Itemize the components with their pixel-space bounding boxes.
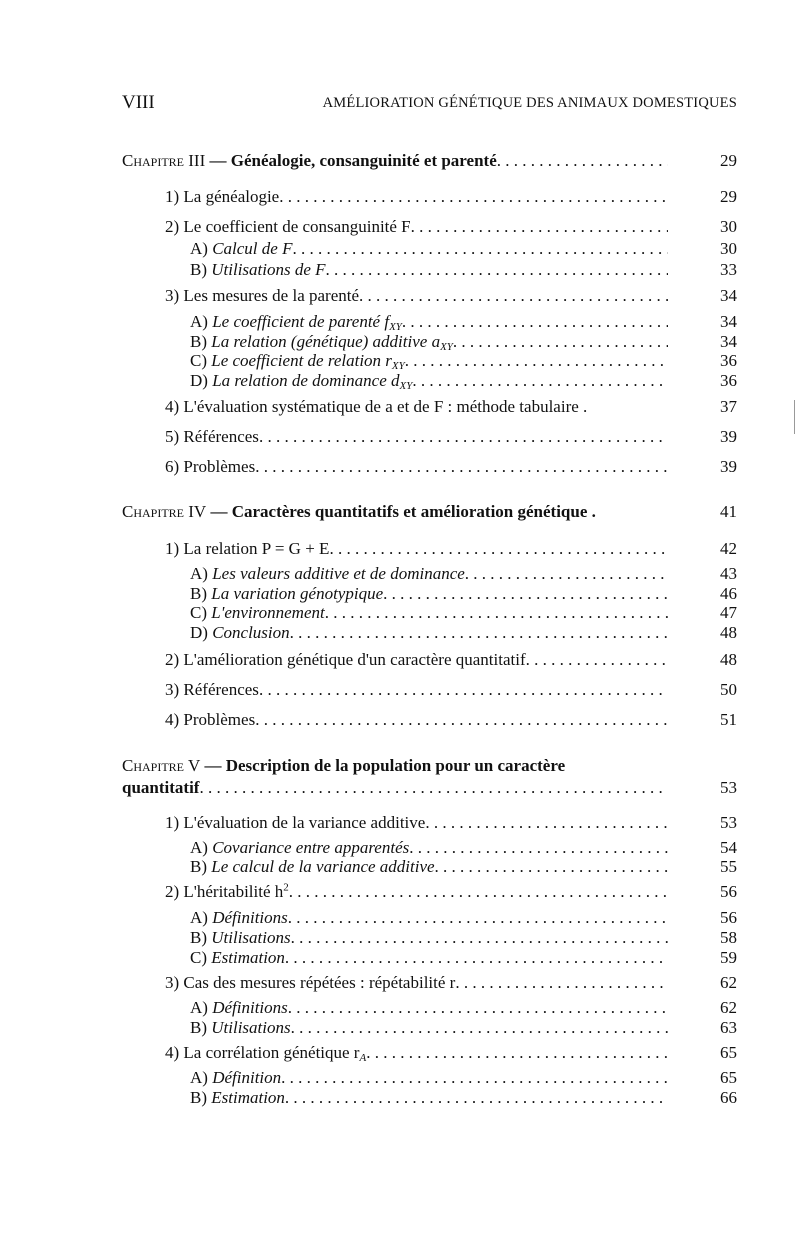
entry-page: 53 <box>720 813 737 832</box>
toc-entry <box>0 777 800 799</box>
running-title: AMÉLIORATION GÉNÉTIQUE DES ANIMAUX DOMESTIQUES <box>322 95 737 111</box>
entry-number: 4) <box>165 397 180 416</box>
dot-leader <box>291 1017 668 1039</box>
entry-page: 29 <box>720 151 737 170</box>
dot-leader <box>281 1067 668 1089</box>
toc-entry <box>0 370 800 392</box>
dot-leader <box>412 370 668 392</box>
entry-title: L'environnement <box>211 603 325 622</box>
toc-entry <box>0 311 800 333</box>
toc-entry <box>0 927 800 949</box>
entry-title: L'évaluation systématique de a et de F : méthode tabulaire . <box>183 397 588 416</box>
entry-page: 47 <box>720 603 737 622</box>
dot-leader <box>411 216 668 238</box>
entry-page: 56 <box>720 882 737 901</box>
dot-leader <box>455 972 668 994</box>
entry-title: Références <box>183 680 259 699</box>
entry-subscript: A <box>359 1052 367 1064</box>
dot-leader <box>288 997 668 1019</box>
entry-number: B) <box>190 1088 207 1107</box>
entry-page: 51 <box>720 710 737 729</box>
entry-number: 3) <box>165 286 180 305</box>
toc-entry <box>0 1042 800 1064</box>
entry-title: Le coefficient de parenté f <box>212 312 390 331</box>
entry-number: A) <box>190 312 208 331</box>
toc-entry <box>0 238 800 260</box>
entry-page: 39 <box>720 457 737 476</box>
dot-leader <box>497 150 668 172</box>
toc-entry <box>0 881 800 903</box>
entry-title: Les mesures de la parenté <box>183 286 360 305</box>
entry-page: 42 <box>720 539 737 558</box>
toc-entry <box>0 755 800 777</box>
entry-subscript: XY <box>440 341 453 353</box>
dot-leader <box>526 649 668 671</box>
entry-number: A) <box>190 239 208 258</box>
dot-leader <box>435 856 668 878</box>
entry-page: 53 <box>720 778 737 797</box>
entry-number: A) <box>190 908 208 927</box>
entry-title: Le coefficient de relation r <box>211 351 392 370</box>
entry-title: Problèmes <box>183 457 256 476</box>
entry-title: — Description de la population pour un caractère <box>204 756 566 775</box>
entry-title: Références <box>183 427 259 446</box>
entry-title: Estimation <box>211 948 285 967</box>
chapter-label: Chapitre III <box>122 151 206 170</box>
entry-page: 62 <box>720 973 737 992</box>
entry-subscript: XY <box>389 321 402 333</box>
entry-title: La variation génotypique <box>211 584 384 603</box>
entry-number: A) <box>190 1068 208 1087</box>
toc-entry <box>0 679 800 701</box>
entry-number: 4) <box>165 1043 180 1062</box>
entry-page: 29 <box>720 187 737 206</box>
dot-leader <box>292 238 668 260</box>
toc-entry <box>0 456 800 478</box>
dot-leader <box>259 426 668 448</box>
entry-page: 63 <box>720 1018 737 1037</box>
entry-title: Utilisations de F <box>211 260 326 279</box>
entry-number: D) <box>190 371 208 390</box>
entry-number: D) <box>190 623 208 642</box>
page-number: VIII <box>122 92 155 113</box>
entry-title: Définition <box>212 1068 282 1087</box>
entry-number: 5) <box>165 427 180 446</box>
entry-title: quantitatif <box>122 778 200 797</box>
entry-page: 66 <box>720 1088 737 1107</box>
entry-title: Estimation <box>211 1088 285 1107</box>
dot-leader <box>285 1087 668 1109</box>
entry-number: 1) <box>165 813 180 832</box>
entry-page: 62 <box>720 998 737 1017</box>
dot-leader <box>291 927 668 949</box>
entry-page: 36 <box>720 371 737 390</box>
entry-title: Le coefficient de consanguinité F <box>183 217 411 236</box>
toc-entry <box>0 216 800 238</box>
entry-number: B) <box>190 857 207 876</box>
dot-leader <box>405 350 668 372</box>
entry-page: 34 <box>720 312 737 331</box>
entry-title: Covariance entre apparentés <box>212 838 410 857</box>
entry-page: 48 <box>720 650 737 669</box>
entry-title: Les valeurs additive et de dominance <box>212 564 465 583</box>
entry-page: 30 <box>720 239 737 258</box>
toc-entry <box>0 426 800 448</box>
dot-leader <box>285 947 668 969</box>
entry-title: La relation de dominance d <box>212 371 400 390</box>
dot-leader <box>359 285 668 307</box>
entry-number: B) <box>190 584 207 603</box>
entry-number: A) <box>190 998 208 1017</box>
entry-number: 2) <box>165 217 180 236</box>
entry-page: 33 <box>720 260 737 279</box>
entry-title: — Généalogie, consanguinité et parenté <box>209 151 497 170</box>
entry-page: 58 <box>720 928 737 947</box>
entry-page: 54 <box>720 838 737 857</box>
entry-number: A) <box>190 564 208 583</box>
dot-leader <box>366 1042 668 1064</box>
dot-leader <box>279 186 668 208</box>
margin-mark <box>794 400 795 434</box>
entry-title: La relation P = G + E <box>183 539 330 558</box>
entry-page: 56 <box>720 908 737 927</box>
toc-entry <box>0 622 800 644</box>
entry-number: B) <box>190 928 207 947</box>
toc-entry <box>0 1087 800 1109</box>
toc-entry <box>0 856 800 878</box>
dot-leader <box>465 563 668 585</box>
toc-entry <box>0 538 800 560</box>
entry-page: 65 <box>720 1068 737 1087</box>
toc-entry <box>0 972 800 994</box>
entry-title: La généalogie <box>183 187 280 206</box>
entry-number: B) <box>190 332 207 351</box>
toc-entry <box>0 285 800 307</box>
entry-page: 59 <box>720 948 737 967</box>
entry-title: Définitions <box>212 908 288 927</box>
toc-entry <box>0 947 800 969</box>
dot-leader <box>255 709 668 731</box>
entry-number: 1) <box>165 187 180 206</box>
toc-entry <box>0 997 800 1019</box>
entry-title: Conclusion <box>212 623 290 642</box>
toc-entry <box>0 396 800 418</box>
entry-page: 50 <box>720 680 737 699</box>
entry-page: 55 <box>720 857 737 876</box>
entry-number: 3) <box>165 973 180 992</box>
entry-title: Utilisations <box>211 928 291 947</box>
entry-page: 30 <box>720 217 737 236</box>
entry-number: C) <box>190 351 207 370</box>
entry-number: C) <box>190 948 207 967</box>
dot-leader <box>259 679 668 701</box>
entry-title: La relation (génétique) additive a <box>211 332 441 351</box>
dot-leader <box>288 907 668 929</box>
toc-entry <box>0 150 800 172</box>
entry-title: L'héritabilité h <box>183 882 284 901</box>
entry-page: 36 <box>720 351 737 370</box>
entry-number: B) <box>190 1018 207 1037</box>
toc-entry <box>0 350 800 372</box>
entry-number: 2) <box>165 882 180 901</box>
entry-page: 46 <box>720 584 737 603</box>
toc-entry <box>0 563 800 585</box>
entry-title: Utilisations <box>211 1018 291 1037</box>
entry-number: 3) <box>165 680 180 699</box>
entry-page: 43 <box>720 564 737 583</box>
entry-superscript: 2 <box>283 881 289 894</box>
toc-entry <box>0 907 800 929</box>
entry-page: 34 <box>720 332 737 351</box>
entry-title: La corrélation génétique r <box>183 1043 360 1062</box>
entry-number: A) <box>190 838 208 857</box>
entry-title: L'évaluation de la variance additive <box>183 813 426 832</box>
dot-leader <box>326 259 668 281</box>
entry-number: 2) <box>165 650 180 669</box>
entry-subscript: XY <box>391 360 405 372</box>
entry-number: 4) <box>165 710 180 729</box>
dot-leader <box>255 456 668 478</box>
entry-title: L'amélioration génétique d'un caractère quantitatif <box>183 650 526 669</box>
toc-entry <box>0 501 800 523</box>
entry-number: 6) <box>165 457 180 476</box>
entry-number: 1) <box>165 539 180 558</box>
entry-title: Problèmes <box>183 710 256 729</box>
chapter-label: Chapitre V <box>122 756 201 775</box>
toc-entry <box>0 186 800 208</box>
toc-entry <box>0 602 800 624</box>
entry-title: Calcul de F <box>212 239 293 258</box>
dot-leader <box>199 777 668 799</box>
entry-subscript: XY <box>399 380 413 392</box>
chapter-label: Chapitre IV <box>122 502 207 521</box>
toc-entry <box>0 259 800 281</box>
toc-entry <box>0 1067 800 1089</box>
dot-leader <box>425 812 668 834</box>
entry-title: — Caractères quantitatifs et amélioration génétique . <box>210 502 596 521</box>
entry-page: 39 <box>720 427 737 446</box>
dot-leader <box>289 881 668 903</box>
entry-page: 41 <box>720 502 737 521</box>
toc-entry <box>0 812 800 834</box>
toc-entry <box>0 649 800 671</box>
entry-title: Définitions <box>212 998 288 1017</box>
entry-number: B) <box>190 260 207 279</box>
entry-page: 65 <box>720 1043 737 1062</box>
entry-page: 48 <box>720 623 737 642</box>
entry-number: C) <box>190 603 207 622</box>
dot-leader <box>325 602 668 624</box>
entry-title: Cas des mesures répétées : répétabilité r <box>183 973 456 992</box>
toc-entry <box>0 709 800 731</box>
entry-page: 34 <box>720 286 737 305</box>
entry-title: Le calcul de la variance additive <box>211 857 435 876</box>
entry-page: 37 <box>720 397 737 416</box>
toc-entry <box>0 1017 800 1039</box>
dot-leader <box>290 622 668 644</box>
dot-leader <box>402 311 668 333</box>
dot-leader <box>329 538 668 560</box>
